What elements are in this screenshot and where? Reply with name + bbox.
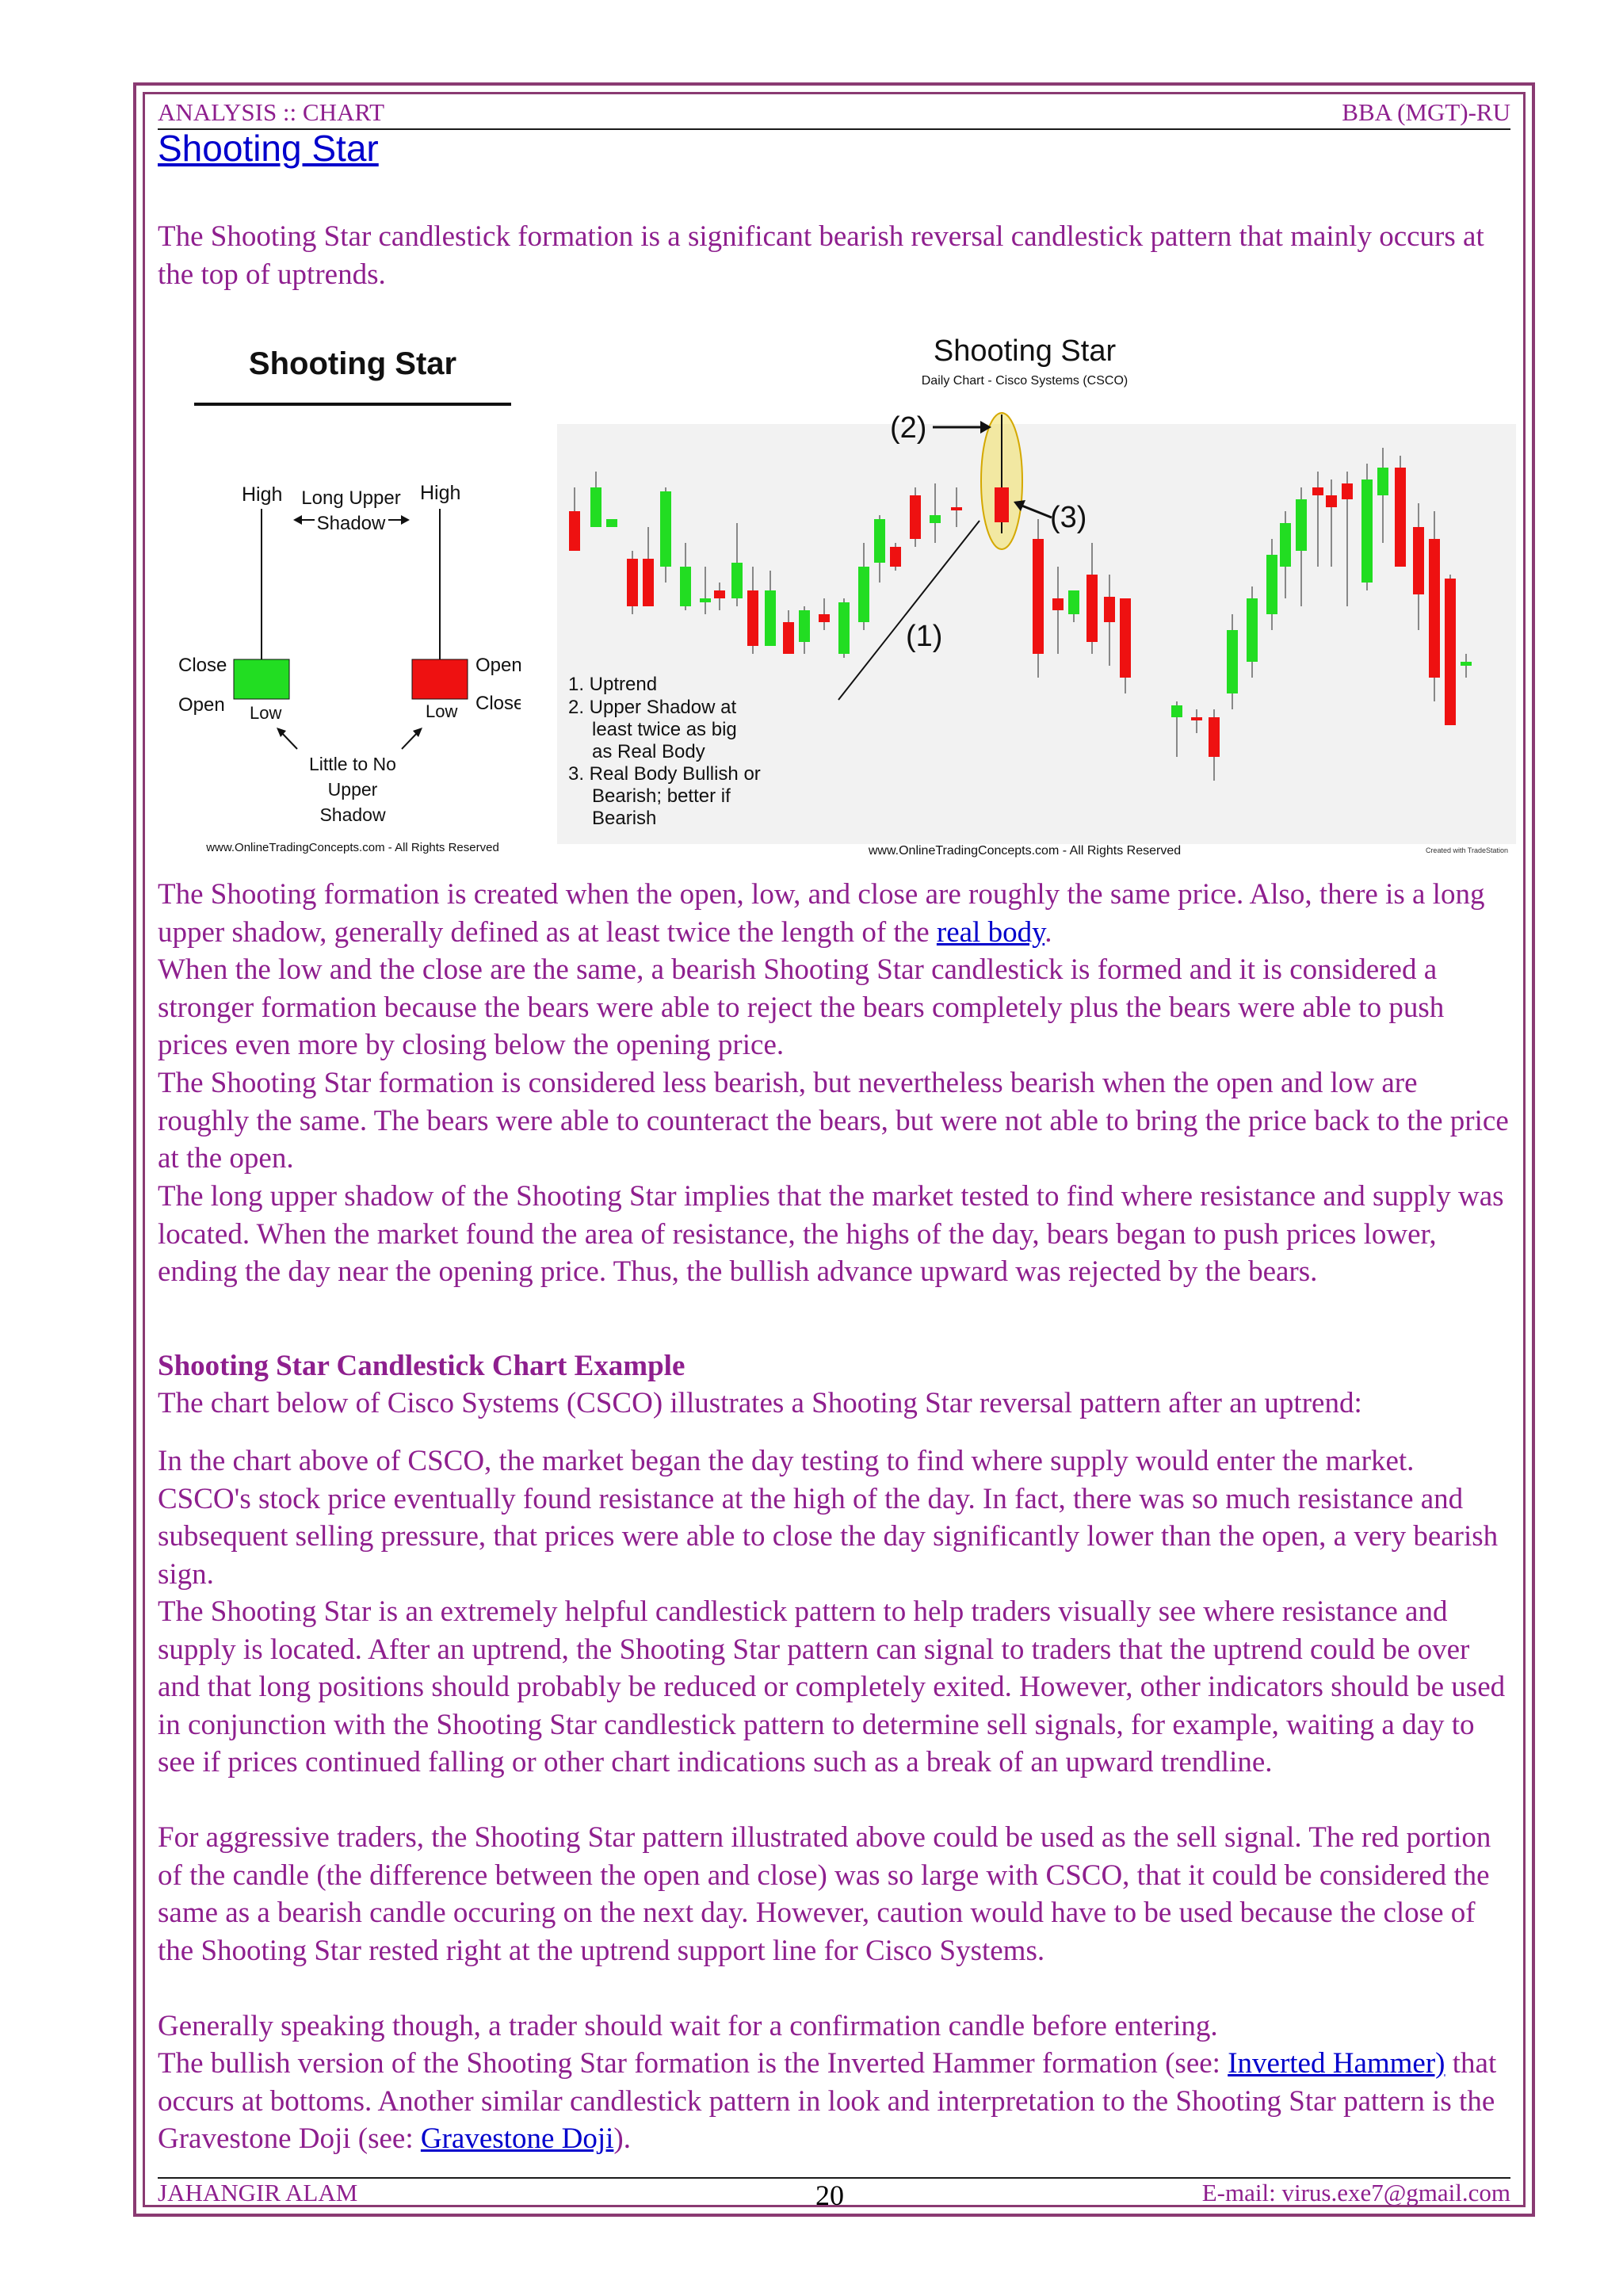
footer-author: JAHANGIR ALAM [158,2179,358,2206]
arrow-right-head [401,515,410,525]
page-number: 20 [815,2179,844,2211]
csco-chart-svg [557,329,1516,868]
bear-candle [714,590,725,598]
bull-candle [1361,479,1373,583]
bull-candle [1280,523,1291,567]
bear-candle [1429,539,1440,678]
bull-candle [1171,705,1182,717]
bear-candle [1191,717,1202,720]
paragraph-10 [158,2045,1514,2158]
label-open-right: Open [475,655,521,676]
section-heading: Shooting Star Candlestick Chart Example [158,1350,685,1382]
bear-candle [1342,483,1353,499]
diagram-credit: www.OnlineTradingConcepts.com - All Rights Reserved [206,841,499,854]
label-low-right: Low [426,701,458,721]
paragraph-1-end: . [1044,915,1052,949]
chart-credit-small: Created with TradeStation [1425,846,1508,854]
bear-candle [1086,575,1098,642]
legend-2b: least twice as big [592,719,737,740]
page-header [158,97,1510,130]
paragraph-1-text: The Shooting formation is created when the open, low, and close are roughly the same price. Also, there is a long upper shadow, generally defined as at least twice the length of the [158,878,1485,949]
bull-candle [1247,598,1258,662]
label-close-left: Close [178,655,227,676]
footer-email: E-mail: virus.exe7@gmail.com [1201,2179,1510,2206]
bear-candle [1120,598,1131,678]
bull-candle [680,567,691,606]
shooting-star-body [995,487,1009,522]
label-little-3: Shadow [319,804,386,825]
chart-title: Shooting Star [933,334,1117,368]
label-open-left: Open [178,694,225,716]
label-1: (1) [906,620,943,653]
chart-credit: www.OnlineTradingConcepts.com - All Rights Reserved [868,844,1182,858]
chart-subtitle: Daily Chart - Cisco Systems (CSCO) [921,374,1128,388]
bull-candle [874,519,885,563]
label-little-2: Upper [327,779,378,800]
bull-candle [1377,468,1388,495]
legend-3a: 3. Real Body Bullish or [568,763,761,785]
diagram-svg [170,317,521,864]
legend-2c: as Real Body [592,741,705,762]
bull-candle [838,602,850,654]
bull-candle [930,515,941,523]
label-2: (2) [890,411,927,445]
paragraph-2: When the low and the close are the same, a bearish Shooting Star candlestick is formed and it is considered a stronger formation because the bears were able to reject the bears completely plus the bears were able to push prices even more by closing below the opening price. [158,953,1445,1061]
bear-candle [747,590,758,646]
bull-candle [700,598,711,602]
page-title[interactable]: Shooting Star [158,128,379,169]
bull-candle [1227,630,1238,693]
bear-candle [910,495,921,539]
paragraph-10-text-a: The bullish version of the Shooting Star formation is the Inverted Hammer formation (see: [158,2047,1228,2080]
label-3: (3) [1050,501,1087,534]
bear-candle [1209,717,1220,757]
bear-candle [1312,487,1323,495]
bear-candle [1052,598,1064,610]
paragraph-7: The Shooting Star is an extremely helpful candlestick pattern to help traders visually see where resistance and supply is located. After an uptrend, the Shooting Star pattern can signal to traders that the uptrend could be over and that long positions should probably be reduced or completely exited. However, other indicators should be used in conjunction with the Shooting Star candlestick pattern to determine sell signals, for example, waiting a day to see if prices continued falling or other chart indications such as a break of an upward trendline. [158,1595,1506,1778]
bear-candle [569,511,580,551]
bull-candle [660,491,671,567]
paragraph-10-text-b: that occurs at bottoms. Another similar candlestick pattern in look and interpretation to the Shooting Star pattern is the Gravestone Doji (see: [158,2047,1497,2155]
bull-candle-body [234,659,289,699]
bear-candle [1033,539,1044,654]
paragraph-6: In the chart above of CSCO, the market began the day testing to find where supply would enter the market. CSCO's stock price eventually found resistance at the high of the day. In fact, there was so much resistance and subsequent selling pressure, that prices were able to close the day significantly lower than the open, a very bearish sign. [158,1445,1499,1591]
bull-candle [1266,555,1277,614]
legend-3c: Bearish [592,808,657,829]
bear-candle [783,622,794,654]
figure-csco-chart [557,329,1516,868]
bull-candle [731,563,743,598]
bear-candle-body [412,659,468,699]
header-right: BBA (MGT)-RU [1342,98,1510,126]
paragraph-9: Generally speaking though, a trader should wait for a confirmation candle before entering. [158,2010,1218,2042]
label-high-left: High [242,483,283,506]
bear-candle [1104,597,1115,622]
label-shadow: Shadow [316,513,386,534]
header-left: ANALYSIS :: CHART [158,98,385,126]
arrow-left-head [293,515,302,525]
legend-1: 1. Uptrend [568,674,658,695]
bear-candle [1445,579,1456,725]
label-long-upper: Long Upper [301,487,401,509]
intro-paragraph: The Shooting Star candlestick formation is a significant bearish reversal candlestick pattern that mainly occurs at the top of uptrends. [158,220,1484,291]
figure-shooting-star-diagram [170,317,521,864]
label-high-right: High [420,482,461,504]
bear-candle [819,614,830,622]
bull-candle [606,519,617,527]
paragraph-1 [158,876,1514,951]
paragraph-8: For aggressive traders, the Shooting Star pattern illustrated above could be used as the sell signal. The red portion of the candle (the difference between the open and close) was so large with CSCO, that it could be considered the same as a bearish candle occuring on the next day. However, caution would have to be used because the close of the Shooting Star rested right at the uptrend support line for Cisco Systems. [158,1821,1491,1967]
diagram-title: Shooting Star [248,346,457,381]
bull-candle [1068,590,1079,614]
bull-candle [765,590,776,646]
bear-candle [1326,495,1337,507]
link-inverted-hammer[interactable]: Inverted Hammer) [1228,2047,1445,2080]
bear-candle [643,559,654,606]
bull-candle [590,487,601,527]
paragraph-3: The Shooting Star formation is considered less bearish, but nevertheless bearish when the open and low are roughly the same. The bears were able to counteract the bears, but were not able to bring the price back to the price at the open. [158,1067,1509,1175]
bull-candle [858,567,869,622]
label-little-1: Little to No [309,754,396,774]
paragraph-5: The chart below of Cisco Systems (CSCO) illustrates a Shooting Star reversal pattern after an uptrend: [158,1387,1362,1419]
paragraph-4: The long upper shadow of the Shooting Star implies that the market tested to find where resistance and supply was located. When the market found the area of resistance, the highs of the day, bears began to push prices lower, ending the day near the opening price. Thus, the bullish advance upward was rejected by the bears. [158,1180,1504,1288]
page-footer [158,2177,1510,2211]
bull-candle [1461,662,1472,666]
link-gravestone-doji[interactable]: Gravestone Doji [420,2122,614,2155]
link-real-body[interactable]: real body [936,915,1045,949]
legend-2a: 2. Upper Shadow at [568,697,737,718]
legend-3b: Bearish; better if [592,785,731,807]
paragraph-10-text-c: ). [613,2122,631,2155]
bear-candle [951,507,962,510]
bear-candle [1395,468,1406,567]
bull-candle [1296,499,1307,551]
bear-candle [1413,527,1424,594]
label-close-right: Close [475,693,521,714]
bear-candle [627,559,638,606]
label-low-left: Low [250,703,282,723]
bear-candle [890,547,901,567]
bull-candle [799,610,810,642]
